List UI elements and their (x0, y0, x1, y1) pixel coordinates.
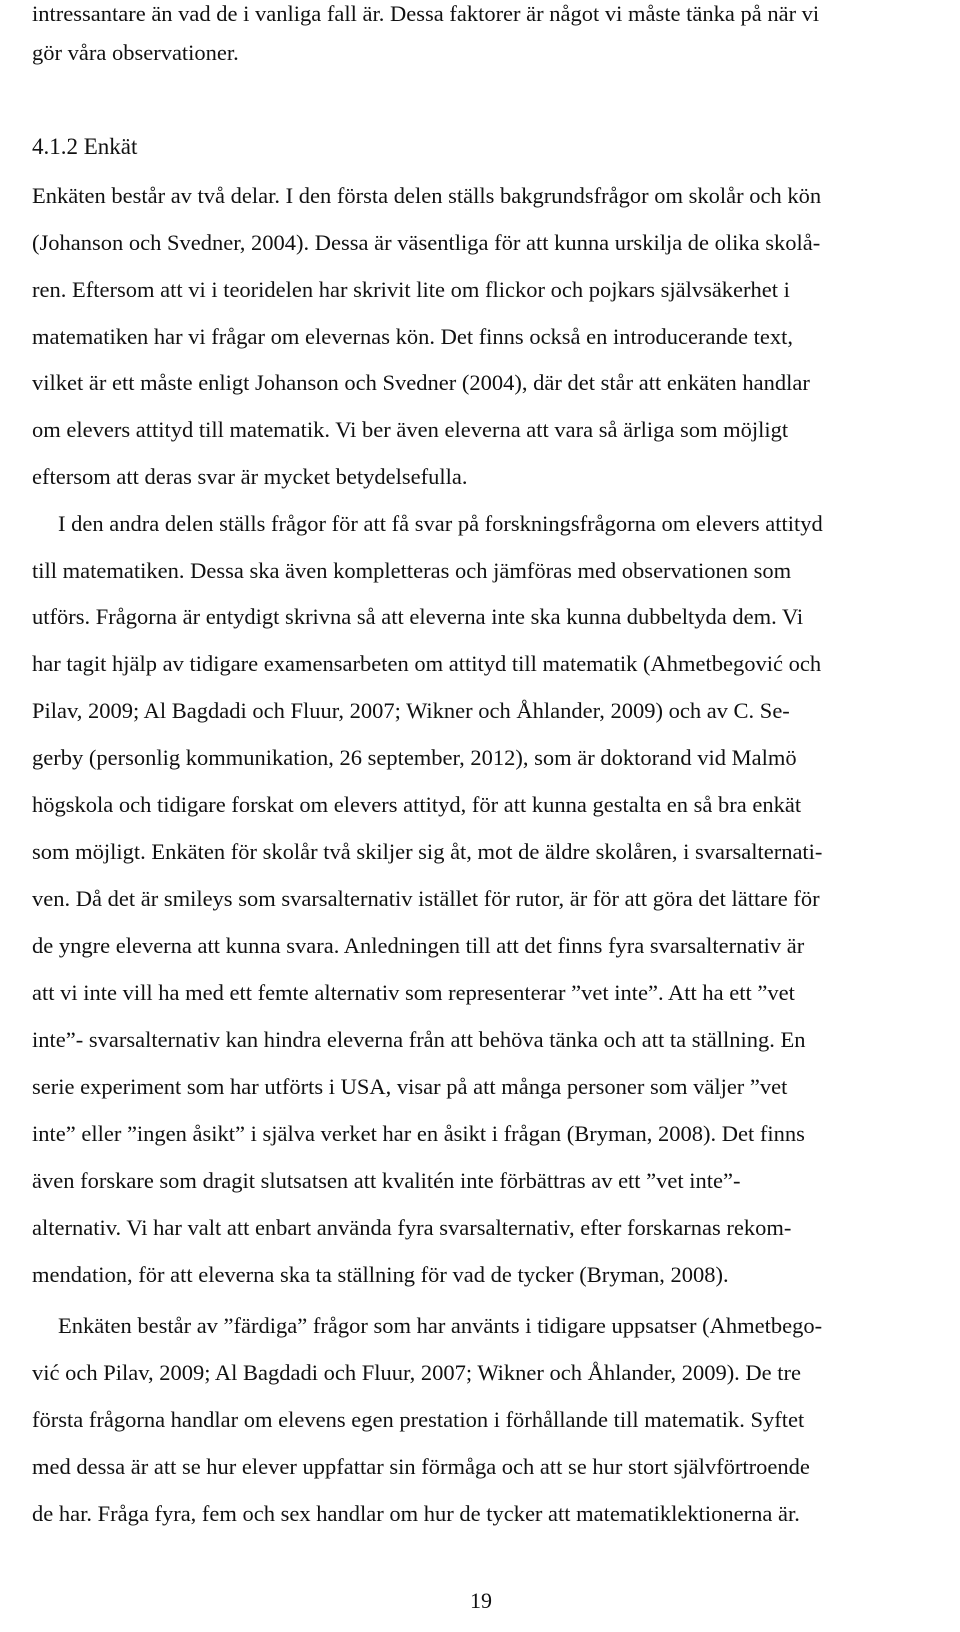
document-page (32, 0, 930, 1632)
page-number: 19 (470, 1588, 492, 1613)
text-line: inte”- svarsalternativ kan hindra eleverna från att behöva tänka och att ta ställning. En (32, 1027, 806, 1052)
text-line: vić och Pilav, 2009; Al Bagdadi och Fluur, 2007; Wikner och Åhlander, 2009). De tre (32, 1360, 802, 1385)
text-line: alternativ. Vi har valt att enbart använda fyra svarsalternativ, efter forskarnas rekom- (32, 1215, 792, 1240)
text-line: högskola och tidigare forskat om elevers attityd, för att kunna gestalta en så bra enkät (32, 792, 802, 817)
text-line: gerby (personlig kommunikation, 26 september, 2012), som är doktorand vid Malmö (32, 745, 797, 770)
text-line: de yngre eleverna att kunna svara. Anledningen till att det finns fyra svarsalternativ är (32, 933, 805, 958)
text-line: I den andra delen ställs frågor för att få svar på forskningsfrågorna om elevers attityd (58, 511, 823, 536)
text-line: inte” eller ”ingen åsikt” i själva verket har en åsikt i frågan (Bryman, 2008). Det finns (32, 1121, 805, 1146)
text-line: mendation, för att eleverna ska ta ställning för vad de tycker (Bryman, 2008). (32, 1262, 729, 1287)
text-line: Enkäten består av två delar. I den första delen ställs bakgrundsfrågor om skolår och kön (32, 183, 822, 208)
text-line: om elevers attityd till matematik. Vi ber även eleverna att vara så ärliga som möjligt (32, 417, 789, 442)
text-line: eftersom att deras svar är mycket betydelsefulla. (32, 464, 468, 489)
text-line: Enkäten består av ”färdiga” frågor som har använts i tidigare uppsatser (Ahmetbego- (58, 1313, 823, 1338)
text-line: med dessa är att se hur elever uppfattar sin förmåga och att se hur stort självförtroende (32, 1454, 810, 1479)
text-line: att vi inte vill ha med ett femte alternativ som representerar ”vet inte”. Att ha ett ”vet (32, 980, 795, 1005)
text-line: matematiken har vi frågar om elevernas kön. Det finns också en introducerande text, (32, 324, 793, 349)
text-line: till matematiken. Dessa ska även kompletteras och jämföras med observationen som (32, 558, 792, 583)
text-line: serie experiment som har utförts i USA, visar på att många personer som väljer ”vet (32, 1074, 788, 1099)
text-line: intressantare än vad de i vanliga fall är. Dessa faktorer är något vi måste tänka på när vi (32, 1, 820, 26)
text-line: Pilav, 2009; Al Bagdadi och Fluur, 2007; Wikner och Åhlander, 2009) och av C. Se- (32, 698, 790, 723)
text-line: första frågorna handlar om elevens egen prestation i förhållande till matematik. Syftet (32, 1407, 805, 1432)
text-line: utförs. Frågorna är entydigt skrivna så att eleverna inte ska kunna dubbeltyda dem. Vi (32, 604, 804, 629)
text-line: ven. Då det är smileys som svarsalternativ istället för rutor, är för att göra det lättare för (32, 886, 820, 911)
text-line: har tagit hjälp av tidigare examensarbeten om attityd till matematik (Ahmetbegović och (32, 651, 822, 676)
text-line: vilket är ett måste enligt Johanson och Svedner (2004), där det står att enkäten handlar (32, 370, 810, 395)
section-heading: 4.1.2 Enkät (32, 134, 138, 159)
text-line: de har. Fråga fyra, fem och sex handlar om hur de tycker att matematiklektionerna är. (32, 1501, 800, 1526)
text-line: ren. Eftersom att vi i teoridelen har skrivit lite om flickor och pojkars självsäkerhet i (32, 277, 790, 302)
text-line: (Johanson och Svedner, 2004). Dessa är väsentliga för att kunna urskilja de olika skolå- (32, 230, 821, 255)
text-line: även forskare som dragit slutsatsen att kvalitén inte förbättras av ett ”vet inte”- (32, 1168, 741, 1193)
text-line: som möjligt. Enkäten för skolår två skiljer sig åt, mot de äldre skolåren, i svarsalternati- (32, 839, 823, 864)
text-line: gör våra observationer. (32, 40, 239, 65)
